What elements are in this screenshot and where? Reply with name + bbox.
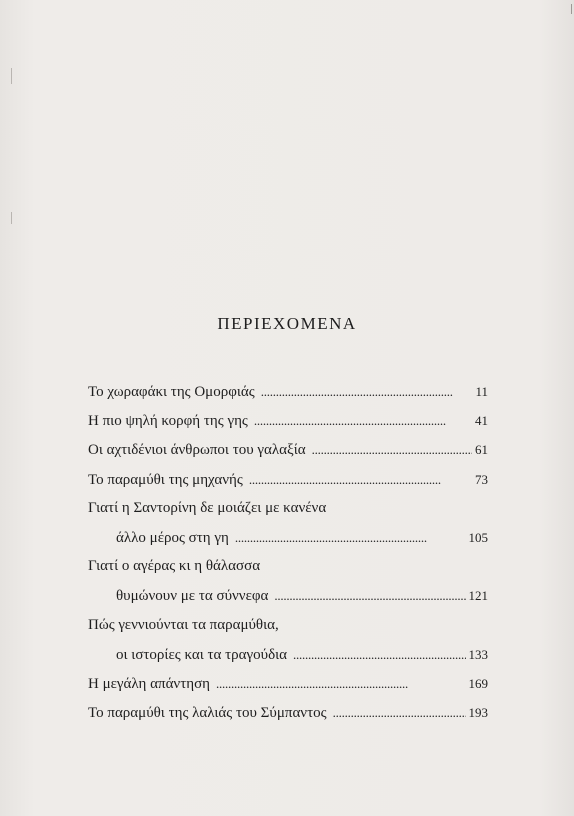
dot-leader (254, 406, 472, 435)
toc-entry-title: Οι αχτιδένιοι άνθρωποι του γαλαξία (88, 442, 306, 459)
dot-leader (261, 377, 473, 406)
toc-page-number: 41 (475, 413, 488, 429)
toc-entry[interactable] (88, 669, 488, 698)
toc-entry[interactable] (88, 552, 488, 610)
dot-leader (216, 669, 465, 698)
toc-page-number: 73 (475, 471, 488, 487)
toc-entry-title-continued: άλλο μέρος στη γη (116, 529, 229, 546)
toc-page-number: 11 (475, 384, 488, 399)
toc-entry-title: Το παραμύθι της λαλιάς του Σύμπαντος (88, 705, 327, 722)
toc-entry-title: Η πιο ψηλή κορφή της γης (88, 413, 248, 430)
toc-entry-title: Το παραμύθι της μηχανής (88, 471, 243, 488)
toc-page-number: 133 (468, 646, 488, 662)
toc-entry-title: Γιατί ο αγέρας κι η θάλασσα (88, 558, 261, 575)
dot-leader (293, 640, 465, 669)
toc-entry[interactable] (88, 494, 488, 552)
toc-entry-title-continued: θυμώνουν με τα σύννεφα (116, 588, 269, 605)
table-of-contents (88, 377, 488, 727)
scan-edge-mark (11, 68, 12, 84)
toc-entry-line (88, 640, 488, 669)
toc-entry-line (88, 552, 488, 581)
toc-entry-line (88, 611, 488, 640)
toc-page-number: 105 (468, 529, 488, 545)
dot-leader (312, 435, 472, 464)
toc-entry-title: Γιατί η Σαντορίνη δε μοιάζει με κανένα (88, 499, 327, 516)
toc-title: ΠΕΡΙΕΧΟΜΕΝΑ (217, 314, 357, 333)
toc-entry[interactable] (88, 435, 488, 464)
toc-entry-title: Πώς γεννιούνται τα παραμύθια, (88, 616, 279, 633)
toc-entry-title: Το χωραφάκι της Ομορφιάς (88, 384, 255, 400)
dot-leader (274, 581, 465, 610)
toc-page-number: 61 (475, 442, 488, 458)
scan-corner-mark (571, 4, 572, 14)
toc-entry-title-continued: οι ιστορίες και τα τραγούδια (116, 646, 288, 663)
toc-entry-line (88, 494, 488, 523)
toc-entry[interactable] (88, 611, 488, 669)
toc-entry[interactable] (88, 377, 488, 406)
toc-page-number: 169 (468, 675, 488, 691)
scan-edge-mark (11, 212, 12, 224)
toc-entry[interactable] (88, 698, 488, 727)
toc-page-number: 193 (468, 705, 488, 721)
toc-entry[interactable] (88, 406, 488, 435)
toc-page-number: 121 (468, 588, 488, 604)
toc-entry-line (88, 581, 488, 610)
dot-leader (333, 698, 466, 727)
dot-leader (249, 465, 472, 494)
toc-entry[interactable] (88, 465, 488, 494)
dot-leader (235, 523, 466, 552)
toc-entry-title: Η μεγάλη απάντηση (88, 675, 211, 692)
toc-entry-line (88, 523, 488, 552)
